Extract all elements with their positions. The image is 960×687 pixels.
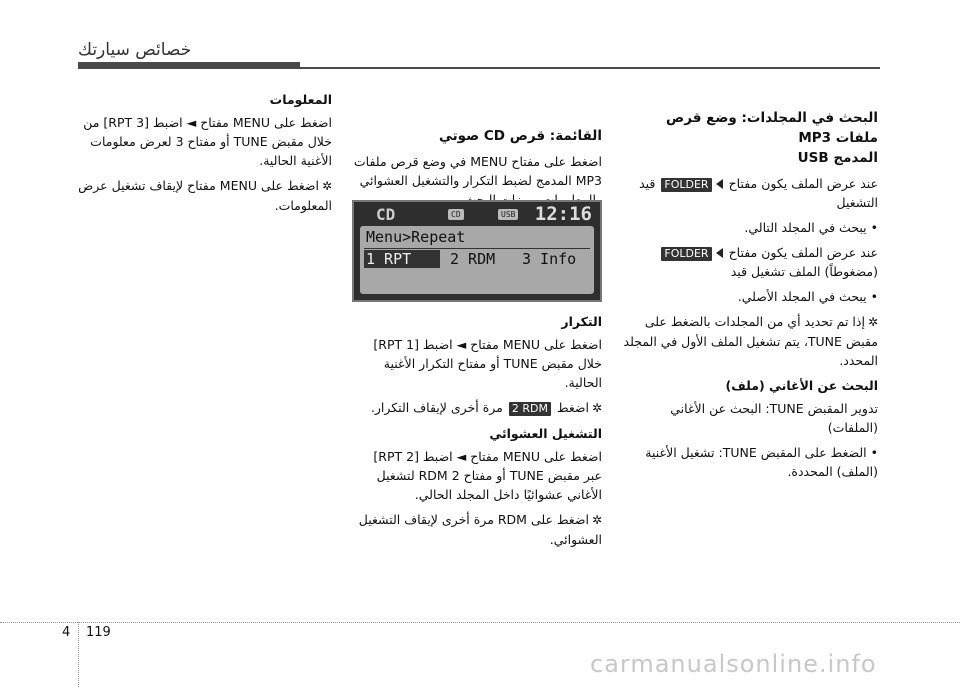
info-heading: المعلومات <box>269 92 332 107</box>
folder-next-instruction: عند عرض الملف يكون مفتاح FOLDER قيد التشغيل <box>639 176 878 210</box>
lcd-source-cd: CD <box>376 205 396 224</box>
lcd-time: 12:16 <box>534 203 592 225</box>
tune-press-instruction: • الضغط على المقبض TUNE: تشغيل الأغنية (الملف) المحددة. <box>645 445 878 479</box>
menu-description: اضغط على مفتاح MENU في وضع قرص ملفات MP3 المدمج لضبط التكرار والتشغيل العشوائي <box>353 154 602 188</box>
lcd-badge-usb: USB <box>498 209 518 220</box>
info-cancel-note: ✲اضغط على MENU مفتاح لإيقاف تشغيل عرض المعلومات. <box>78 178 332 213</box>
folder-parent-instruction: عند عرض الملف يكون مفتاح FOLDER (مضغوطاً) الملف تشغيل قيد <box>620 243 878 281</box>
page-number: 119 <box>86 625 111 640</box>
page-header-title: خصائص سيارتك <box>78 40 192 60</box>
watermark: carmanualsonline.info <box>590 650 877 678</box>
rdm-button: 2 RDM <box>509 402 551 416</box>
lcd-divider <box>364 248 590 249</box>
star-icon: ✲ <box>591 401 602 415</box>
bullet-parent-folder: • يبحث في المجلد الأصلي. <box>737 289 878 304</box>
chapter-number: 4 <box>62 625 71 640</box>
bullet-next-folder: • يبحث في المجلد التالي. <box>744 220 878 235</box>
note-folder-select: ✲إذا تم تحديد أي من المجلدات بالضغط على مقبض TUNE، يتم تشغيل الملف الأول في المجلد المحدد. <box>623 314 878 368</box>
left-column <box>78 90 332 221</box>
menu-heading: القائمة: قرص CD صوتي <box>438 128 602 144</box>
folder-search-heading: البحث في المجلدات: وضع قرص ملفات MP3 المدمج USB <box>666 110 878 166</box>
folder-button: FOLDER <box>661 247 711 261</box>
star-icon: ✲ <box>867 315 878 329</box>
lcd-badge-cd: CD <box>448 209 464 220</box>
footer-vertical-divider <box>78 622 79 687</box>
folder-button: FOLDER <box>661 178 711 192</box>
star-icon: ✲ <box>591 513 602 527</box>
repeat-heading: التكرار <box>561 314 602 329</box>
info-instruction: اضغط على MENU مفتاح ◄ اضبط [3 RPT] من خلال مقبض TUNE أو مفتاح 3 لعرض معلومات الأغنية الحالية. <box>83 115 332 168</box>
lcd-menu-path: Menu>Repeat <box>366 228 466 246</box>
lcd-option-info: 3 Info <box>522 250 577 268</box>
random-cancel-note: ✲اضغط على RDM مرة أخرى لإيقاف التشغيل العشوائي. <box>358 512 602 547</box>
lcd-display <box>352 200 602 302</box>
right-column <box>620 108 878 487</box>
footer-divider <box>0 622 960 623</box>
repeat-instruction: اضغط على MENU مفتاح ◄ اضبط [1 RPT] خلال مقبض TUNE أو مفتاح التكرار الأغنية الحالية. <box>373 337 602 390</box>
random-heading: التشغيل العشوائي <box>489 426 602 441</box>
tune-rotate-instruction: تدوير المقبض TUNE: البحث عن الأغاني (الملفات) <box>670 401 878 435</box>
song-search-heading: البحث عن الأغاني (ملف) <box>725 378 878 393</box>
header-bar-thick <box>78 62 300 69</box>
random-instruction: اضغط على MENU مفتاح ◄ اضبط [2 RPT] عبر مقبض TUNE أو مفتاح 2 RDM لتشغيل الأغاني عشوائيًا داخل المجلد الحالي. <box>373 449 602 502</box>
lcd-option-rpt: 1 RPT <box>364 250 440 268</box>
star-icon: ✲ <box>321 179 332 193</box>
middle-column-lower <box>352 312 602 555</box>
arrow-icon <box>716 248 723 258</box>
repeat-cancel-note: ✲اضغط 2 RDM مرة أخرى لإيقاف التكرار. <box>370 400 602 415</box>
lcd-option-rdm: 2 RDM <box>450 250 496 268</box>
arrow-icon <box>716 179 723 189</box>
header-bar-thin <box>300 67 880 69</box>
